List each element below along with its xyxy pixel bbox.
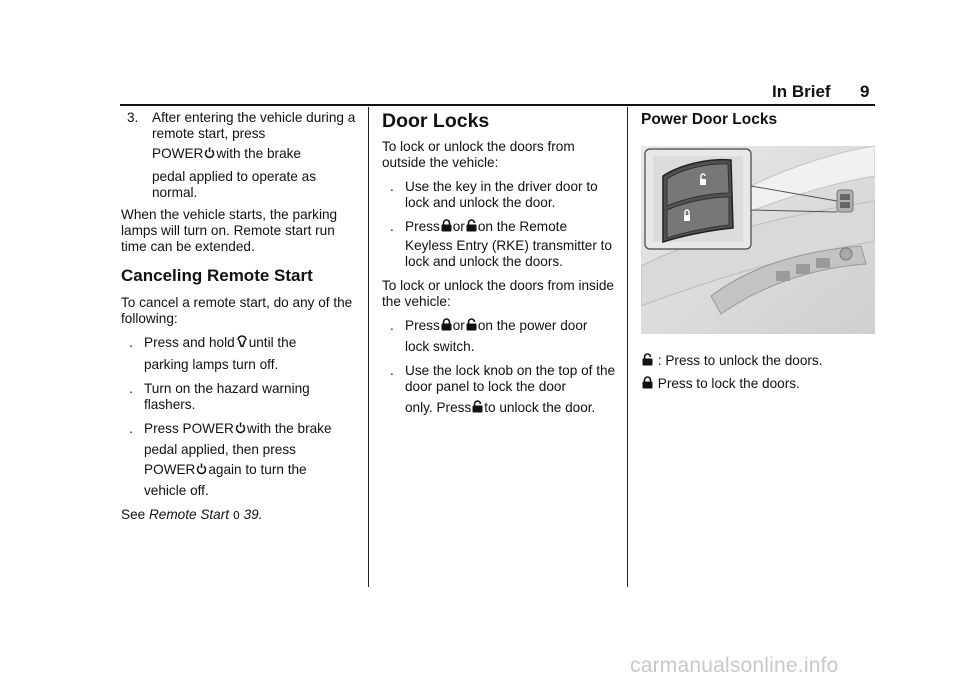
section-heading: Canceling Remote Start xyxy=(121,266,313,285)
bullet: . xyxy=(129,335,133,350)
lock-icon xyxy=(441,219,452,236)
unlock-icon xyxy=(642,353,653,370)
legend-unlock: : Press to unlock the doors. xyxy=(641,353,877,370)
list-item: . Turn on the hazard warning flashers. xyxy=(129,381,310,412)
step-text: POWER with the brake xyxy=(152,146,301,161)
step-text: After entering the vehicle during a remote start, press xyxy=(152,110,356,141)
unlock-icon xyxy=(466,318,477,335)
unlock-icon xyxy=(472,400,483,417)
list-item: . Press and hold until the parking lamps turn off. xyxy=(129,335,297,372)
paragraph: When the vehicle starts, the parking lamps will turn on. Remote start run time can be extended. xyxy=(121,207,338,254)
unlock-icon xyxy=(466,219,477,236)
section-heading: Door Locks xyxy=(382,110,490,132)
section-title: In Brief xyxy=(772,82,831,101)
list-item-step-3 xyxy=(121,110,357,201)
list-item: . Press or on the power door lock switch. xyxy=(390,318,588,354)
list-item: . Press POWER with the brake pedal applied, then press POWER again to turn the vehicle off. xyxy=(129,421,332,498)
list-item: . Use the key in the driver door to lock and unlock the door. xyxy=(390,179,598,210)
paragraph: To lock or unlock the doors from outside the vehicle: xyxy=(382,139,575,170)
bullet: . xyxy=(129,421,133,436)
column-3 xyxy=(641,110,877,130)
watermark: carmanualsonline.info xyxy=(630,654,839,677)
paragraph: To lock or unlock the doors from inside the vehicle: xyxy=(382,278,614,309)
paragraph: To cancel a remote start, do any of the following: xyxy=(121,295,353,326)
column-divider xyxy=(368,107,369,587)
header-rule xyxy=(120,104,875,106)
legend-lock: Press to lock the doors. xyxy=(641,376,877,393)
door-lock-switch-illustration xyxy=(641,146,875,334)
lock-icon xyxy=(642,376,653,393)
list-item: . Press or on the Remote Keyless Entry (RKE) transmitter to lock and unlock the doors. xyxy=(390,219,612,269)
power-icon xyxy=(196,463,207,479)
step-number: 3. xyxy=(127,110,139,125)
bullet: . xyxy=(390,179,394,194)
power-icon xyxy=(235,422,246,438)
power-icon xyxy=(204,147,215,163)
bullet: . xyxy=(390,219,394,234)
list-item: . Use the lock knob on the top of the door panel to lock the door only. Press to unlock the door. xyxy=(390,363,616,415)
page-number: 9 xyxy=(860,82,870,101)
column-1 xyxy=(121,110,357,524)
bullet: . xyxy=(390,318,394,333)
column-divider xyxy=(627,107,628,587)
bullet: . xyxy=(129,381,133,396)
lock-icon xyxy=(441,318,452,335)
step-text: pedal applied to operate as normal. xyxy=(152,169,317,200)
column-2 xyxy=(382,110,618,417)
cross-reference: See Remote Start 0 39. xyxy=(121,507,263,522)
section-heading: Power Door Locks xyxy=(641,111,778,128)
bullet: . xyxy=(390,363,394,378)
remote-start-icon xyxy=(236,335,248,352)
